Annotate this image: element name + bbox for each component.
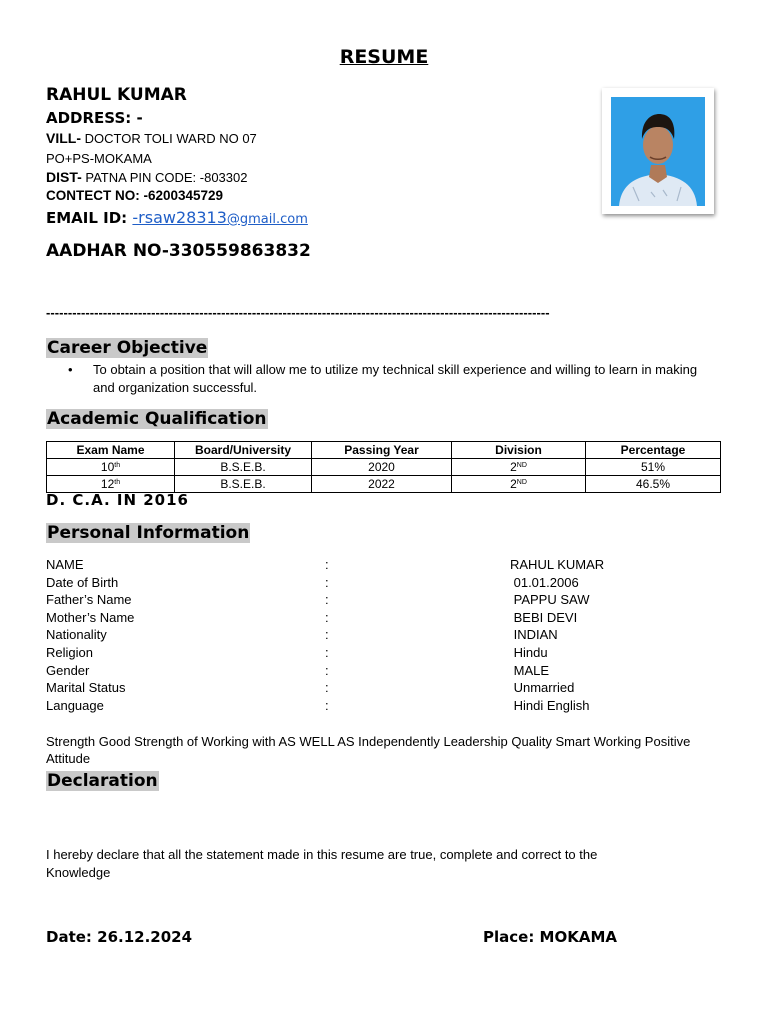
personal-info-separator: : xyxy=(325,592,329,608)
percentage-cell: 46.5% xyxy=(586,476,721,493)
personal-info-row xyxy=(46,680,726,698)
declaration-title: Declaration xyxy=(47,771,158,791)
personal-info-separator: : xyxy=(325,557,329,572)
column-header: Board/University xyxy=(175,442,312,459)
column-header: Exam Name xyxy=(47,442,175,459)
percentage-cell: 51% xyxy=(586,459,721,476)
personal-info-row xyxy=(46,592,726,610)
career-objective-title: Career Objective xyxy=(47,338,208,358)
personal-info-value: PAPPU SAW xyxy=(510,592,590,608)
exam-cell: 12th xyxy=(47,476,175,493)
year-cell: 2022 xyxy=(312,476,452,493)
personal-info-separator: : xyxy=(325,627,329,643)
column-header: Percentage xyxy=(586,442,721,459)
aadhar-number: AADHAR NO-330559863832 xyxy=(46,241,311,261)
section-divider: ------------------------------------------------------------------------------------------------------------------- xyxy=(46,305,550,320)
district-value: PATNA PIN CODE: -803302 xyxy=(81,170,248,185)
personal-info-separator: : xyxy=(325,680,329,696)
email-domain: @gmail.com xyxy=(226,212,308,227)
academic-title: Academic Qualification xyxy=(47,409,267,429)
personal-info-row xyxy=(46,557,726,575)
personal-info-label: Nationality xyxy=(46,627,107,643)
table-row xyxy=(47,476,721,493)
personal-info-value: Hindi English xyxy=(510,697,590,713)
personal-info-label: Date of Birth xyxy=(46,574,119,590)
board-cell: B.S.E.B. xyxy=(175,459,312,476)
personal-info-row xyxy=(46,610,726,628)
resume-title: RESUME xyxy=(339,46,429,68)
personal-info-row xyxy=(46,663,726,681)
personal-info-separator: : xyxy=(325,609,329,625)
person-portrait-icon xyxy=(611,97,705,206)
profile-photo xyxy=(602,88,714,214)
email-label: EMAIL ID: xyxy=(46,209,133,227)
personal-info-row xyxy=(46,575,726,593)
personal-info-label: Mother’s Name xyxy=(46,609,135,625)
place-text: Place: MOKAMA xyxy=(483,928,617,946)
table-header-row xyxy=(47,442,721,459)
personal-info-separator: : xyxy=(325,662,329,678)
personal-info-label: Religion xyxy=(46,645,93,660)
personal-info-row xyxy=(46,627,726,645)
strength-text: Strength Good Strength of Working with AS WELL AS Independently Leadership Quality Smart Working Positive Attitude xyxy=(46,734,691,766)
email-link[interactable] xyxy=(132,209,308,227)
career-objective-heading xyxy=(46,337,208,359)
personal-info-row xyxy=(46,698,726,716)
column-header: Division xyxy=(452,442,586,459)
email-user: -rsaw28313 xyxy=(132,208,227,227)
personal-info-value: Hindu xyxy=(510,645,548,660)
personal-info-heading xyxy=(46,522,250,544)
personal-info-title: Personal Information xyxy=(47,523,250,543)
board-cell: B.S.E.B. xyxy=(175,476,312,493)
division-cell: 2ND xyxy=(452,476,586,493)
date-text: Date: 26.12.2024 xyxy=(46,928,193,946)
additional-qualification: D. C.A. IN 2016 xyxy=(46,491,189,509)
academic-heading xyxy=(46,408,268,430)
personal-info-label: NAME xyxy=(46,557,84,572)
personal-info-separator: : xyxy=(325,574,329,590)
bullet-icon: • xyxy=(68,362,73,377)
column-header: Passing Year xyxy=(312,442,452,459)
village-label: VILL- xyxy=(46,130,81,146)
village-value: DOCTOR TOLI WARD NO 07 xyxy=(81,131,257,146)
photo-image xyxy=(611,97,705,206)
personal-info-label: Gender xyxy=(46,662,90,678)
exam-cell: 10th xyxy=(47,459,175,476)
candidate-name: RAHUL KUMAR xyxy=(46,85,187,105)
academic-table xyxy=(46,441,721,493)
personal-info-value: MALE xyxy=(510,662,550,678)
personal-info-value: 01.01.2006 xyxy=(510,574,579,590)
district-label: DIST- xyxy=(46,169,82,185)
personal-info-value: INDIAN xyxy=(510,627,558,643)
personal-info-label: Language xyxy=(46,697,104,713)
personal-info-value: BEBI DEVI xyxy=(510,609,578,625)
address-heading: ADDRESS: - xyxy=(46,109,143,127)
declaration-text: I hereby declare that all the statement made in this resume are true, complete and correct to the Knowledge xyxy=(46,847,598,880)
personal-info-label: Marital Status xyxy=(46,680,126,696)
personal-info-separator: : xyxy=(325,645,329,660)
year-cell: 2020 xyxy=(312,459,452,476)
district-line xyxy=(46,169,247,187)
career-objective-text: To obtain a position that will allow me to utilize my technical skill experience and willing to learn in making and organization successful. xyxy=(93,362,698,395)
personal-info-label: Father’s Name xyxy=(46,592,132,608)
email-line xyxy=(46,208,308,227)
personal-info-row xyxy=(46,645,726,663)
village-line xyxy=(46,130,257,148)
declaration-heading xyxy=(46,770,159,792)
table-row xyxy=(47,459,721,476)
personal-info-separator: : xyxy=(325,697,329,713)
post-office-line: PO+PS-MOKAMA xyxy=(46,151,152,166)
personal-info-value: RAHUL KUMAR xyxy=(510,557,605,572)
personal-info-value: Unmarried xyxy=(510,680,575,696)
division-cell: 2ND xyxy=(452,459,586,476)
contact-number: CONTECT NO: -6200345729 xyxy=(46,188,224,203)
